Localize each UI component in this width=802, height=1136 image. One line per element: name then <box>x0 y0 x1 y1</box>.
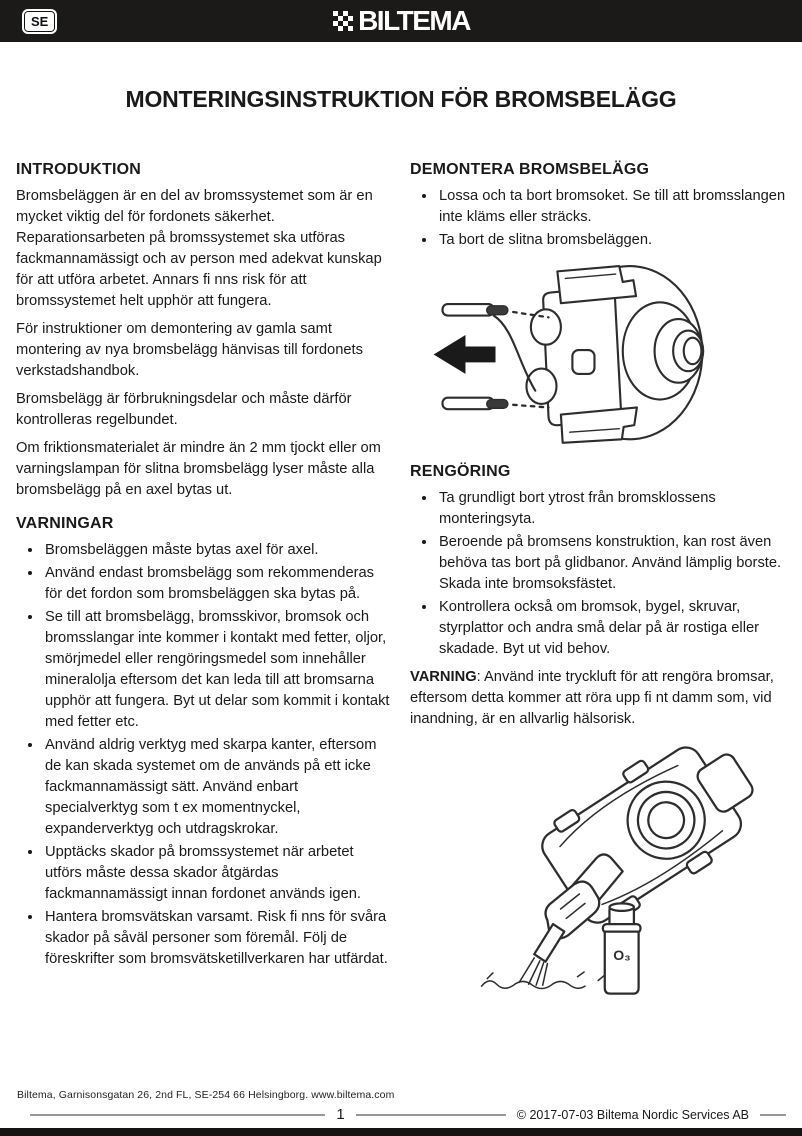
bottle-label: O₃ <box>613 946 631 963</box>
list-item: • Upptäcks skador på bromssystemet när arbetet utförs måste dessa skador åtgärdas fackmannamässigt innan fordonet används igen. <box>43 842 394 905</box>
left-arrow <box>434 335 496 374</box>
footer-rule-line <box>30 1106 786 1123</box>
remove-heading: DEMONTERA BROMSBELÄGG <box>410 161 650 178</box>
brake-disc-caliper-drawing <box>428 259 738 449</box>
footer-address: Biltema, Garnisonsgatan 26, 2nd FL, SE-254 66 Helsingborg. www.biltema.com <box>17 1089 395 1101</box>
list-item: • Hantera bromsvätskan varsamt. Risk fi nns för svåra skador på såväl personer som föremål. Följ de föreskrifter som bromsvätsketillverkaren har utfärdat. <box>43 907 394 970</box>
list-item: • Se till att bromsbelägg, bromsskivor, bromsok och bromsslangar inte kommer i kontakt med fetter, oljor, smörjmedel eller rengöringsmedel som innehåller mineralolja eftersom det kan leda till att bromsarna upphör att fungera. Byt ut delar som kommit i kontakt med fetter etc. <box>43 607 394 733</box>
brake-removal-illustration <box>410 259 788 449</box>
checkered-flag-icon <box>332 10 354 32</box>
remove-list <box>410 186 788 251</box>
warnings-heading: VARNINGAR <box>16 515 114 532</box>
list-item: • Använd aldrig verktyg med skarpa kanter, eftersom de kan skada systemet om de används på ett icke fackmannamässigt sätt. Använd enbart specialverktyg som t ex momentnyckel, expanderverktyg och utdragskrokar. <box>43 735 394 840</box>
warnings-list <box>16 540 394 970</box>
list-item: • Beroende på bromsens konstruktion, kan rost även behöva tas bort på glidbanor. Använd lämplig borste. Skada inte bromsoksfästet. <box>437 532 788 595</box>
page-number: 1 <box>336 1106 345 1123</box>
cleaning-heading: RENGÖRING <box>410 463 511 480</box>
content-columns <box>16 161 788 1004</box>
bottom-bar <box>0 1128 802 1136</box>
warning-text: : Använd inte tryckluft för att rengöra bromsar, eftersom detta kommer att röra upp fi nt damm som, vid inandning, är en allvarlig hälsorisk. <box>410 669 774 727</box>
left-column <box>16 161 394 977</box>
list-item: • Ta bort de slitna bromsbeläggen. <box>437 230 788 251</box>
list-item: • Ta grundligt bort ytrost från bromsklossens monteringsyta. <box>437 488 788 530</box>
biltema-logo <box>332 5 470 37</box>
intro-paragraph: Bromsbeläggen är en del av bromssystemet som är en mycket viktig del för fordonets säkerhet. Reparationsarbeten på bromssystemet ska utföras fackmannamässigt och av person med adekvat kunskap för att utföra arbetet. Annars fi nns risk för att bromssystemet helt upphör att fungera. <box>16 188 382 309</box>
brand-wordmark: BILTEMA <box>358 5 470 36</box>
list-item: • Använd endast bromsbelägg som rekommenderas för det fordon som bromsbeläggen ska bytas på. <box>43 563 394 605</box>
header-bar <box>0 0 802 42</box>
list-item: • Lossa och ta bort bromsoket. Se till att bromsslangen inte kläms eller sträcks. <box>437 186 788 228</box>
warning-note <box>410 667 788 730</box>
country-badge: SE <box>22 9 57 34</box>
footer-rule <box>30 1114 325 1116</box>
footer-rule <box>760 1114 786 1116</box>
page-title: MONTERINGSINSTRUKTION FÖR BROMSBELÄGG <box>125 86 677 112</box>
introduction-heading: INTRODUKTION <box>16 161 142 178</box>
footer-rule <box>356 1114 506 1116</box>
intro-paragraph: För instruktioner om demontering av gamla samt montering av nya bromsbelägg hänvisas till fordonets verkstadshandbok. <box>16 321 363 379</box>
right-column <box>410 161 788 1004</box>
list-item: • Kontrollera också om bromsok, bygel, skruvar, styrplattor och andra små delar på är rostiga eller skadade. Byt ut vid behov. <box>437 597 788 660</box>
cleaning-list <box>410 488 788 660</box>
copyright-text: © 2017-07-03 Biltema Nordic Services AB <box>516 1107 749 1122</box>
intro-paragraph: Bromsbelägg är förbrukningsdelar och måste därför kontrolleras regelbundet. <box>16 391 352 428</box>
bracket-cleaning-drawing <box>436 736 766 1004</box>
warning-label: VARNING <box>410 669 477 685</box>
cleaning-illustration <box>410 736 788 1004</box>
list-item: • Bromsbeläggen måste bytas axel för axel. <box>43 540 394 561</box>
intro-paragraph: Om friktionsmaterialet är mindre än 2 mm tjockt eller om varningslampan för slitna bromsbelägg lyser måste alla bromsbelägg på en axel bytas ut. <box>16 440 381 498</box>
